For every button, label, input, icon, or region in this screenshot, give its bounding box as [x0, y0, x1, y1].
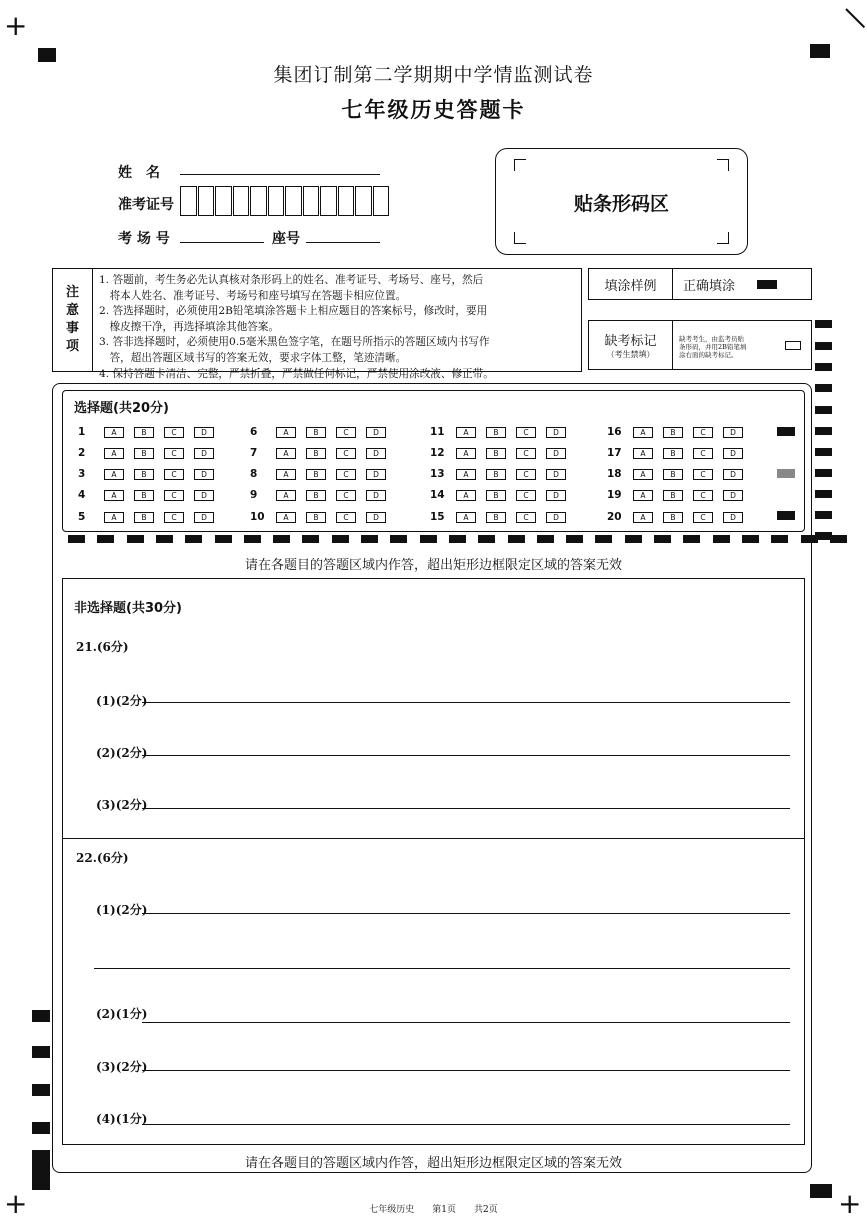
q21-part-1-label: (1)(2分): [96, 694, 148, 708]
choice-question: [250, 425, 396, 439]
timing-mark-left: [32, 1010, 50, 1022]
option-bubble[interactable]: B: [134, 512, 154, 523]
question-number: 18: [607, 468, 622, 480]
option-bubble[interactable]: A: [104, 448, 124, 459]
choice-question: [250, 446, 396, 460]
option-bubble[interactable]: C: [516, 490, 536, 501]
choice-question: [250, 488, 396, 502]
option-bubble[interactable]: A: [456, 512, 476, 523]
timing-mark: [815, 363, 832, 371]
registration-cross-top-left: +: [4, 9, 28, 42]
q22-part-1-label: (1)(2分): [96, 903, 148, 917]
choice-question: [607, 467, 753, 481]
option-bubble[interactable]: A: [456, 469, 476, 480]
timing-mark-left: [32, 1122, 50, 1134]
q22-part-2-label: (2)(1分): [96, 1007, 148, 1021]
option-bubble[interactable]: A: [633, 448, 653, 459]
option-bubble[interactable]: C: [336, 469, 356, 480]
option-bubble[interactable]: B: [486, 512, 506, 523]
absent-mark-checkbox[interactable]: [785, 341, 801, 350]
option-bubble[interactable]: B: [486, 427, 506, 438]
option-bubble[interactable]: A: [104, 490, 124, 501]
q21-part-2-answer-line[interactable]: [142, 755, 790, 756]
option-bubble[interactable]: D: [723, 448, 743, 459]
choice-question: [430, 425, 576, 439]
notice-item: 3. 答非选择题时，必须使用0.5毫米黑色签字笔，在题号所指示的答题区域内书写作: [99, 336, 490, 349]
option-bubble[interactable]: C: [164, 469, 184, 480]
option-bubble[interactable]: B: [134, 469, 154, 480]
option-bubble[interactable]: A: [276, 512, 296, 523]
option-bubble[interactable]: D: [546, 448, 566, 459]
absent-mark-box: [588, 320, 812, 370]
option-bubble[interactable]: C: [164, 427, 184, 438]
registration-cross-bottom-left: +: [4, 1187, 28, 1220]
exam-id-boxes[interactable]: [180, 186, 390, 216]
option-bubble[interactable]: D: [366, 448, 386, 459]
choice-question: [78, 488, 224, 502]
option-bubble[interactable]: B: [306, 512, 326, 523]
question-number: 16: [607, 426, 622, 438]
option-bubble[interactable]: D: [366, 427, 386, 438]
option-bubble[interactable]: D: [194, 448, 214, 459]
option-bubble[interactable]: B: [486, 490, 506, 501]
option-bubble[interactable]: C: [336, 448, 356, 459]
anchor-block-bottom-right: [810, 1184, 832, 1198]
choice-question: [250, 510, 396, 524]
notice-item: 4. 保持答题卡清洁、完整，严禁折叠，严禁做任何标记，严禁使用涂改液、修正带。: [99, 367, 494, 380]
option-bubble[interactable]: D: [194, 512, 214, 523]
option-bubble[interactable]: D: [194, 469, 214, 480]
choice-question: [430, 488, 576, 502]
option-bubble[interactable]: A: [104, 512, 124, 523]
absent-mark-sublabel: （考生禁填）: [606, 350, 655, 359]
notice-box: [52, 268, 582, 380]
notice-item: 2. 答选择题时，必须使用2B铅笔填涂答题卡上相应题目的答案标号，修改时，要用: [99, 305, 488, 318]
option-bubble[interactable]: B: [663, 469, 683, 480]
timing-mark: [815, 448, 832, 456]
choice-question: [78, 446, 224, 460]
option-bubble[interactable]: C: [336, 490, 356, 501]
q22-part-1-extra-line[interactable]: [94, 968, 790, 969]
timing-mark: [815, 342, 832, 350]
option-bubble[interactable]: D: [546, 490, 566, 501]
question-number: 12: [430, 447, 445, 459]
choice-question: [607, 488, 753, 502]
choice-question: [430, 467, 576, 481]
absent-mark-label: 缺考标记: [604, 334, 657, 349]
question-number: 14: [430, 489, 445, 501]
q22-part-1-answer-line[interactable]: [142, 913, 790, 914]
option-bubble[interactable]: B: [306, 469, 326, 480]
q22-part-3-label: (3)(2分): [96, 1060, 148, 1074]
option-bubble[interactable]: B: [663, 427, 683, 438]
timing-mark: [815, 384, 832, 392]
question-number: 7: [250, 447, 258, 459]
choice-question: [430, 510, 576, 524]
option-bubble[interactable]: A: [276, 427, 296, 438]
fill-sample-box: [588, 268, 812, 300]
question-number: 6: [250, 426, 258, 438]
question-number: 10: [250, 511, 265, 523]
question-number: 5: [78, 511, 86, 523]
option-bubble[interactable]: A: [276, 490, 296, 501]
timing-mark: [815, 490, 832, 498]
option-bubble[interactable]: C: [516, 469, 536, 480]
q21-part-2-label: (2)(2分): [96, 746, 148, 760]
option-bubble[interactable]: C: [164, 512, 184, 523]
option-bubble[interactable]: C: [516, 512, 536, 523]
q22-part-4-label: (4)(1分): [96, 1112, 148, 1126]
option-bubble[interactable]: D: [366, 490, 386, 501]
timing-mark: [815, 469, 832, 477]
option-bubble[interactable]: B: [663, 490, 683, 501]
choice-question: [607, 425, 753, 439]
option-bubble[interactable]: A: [456, 448, 476, 459]
question-number: 15: [430, 511, 445, 523]
question-number: 8: [250, 468, 258, 480]
option-bubble[interactable]: B: [306, 448, 326, 459]
option-bubble[interactable]: A: [633, 427, 653, 438]
absent-mark-instruction: 缺考考生，由监考员贴 条形码，并用2B铅笔填 涂右面的缺考标记。: [673, 321, 811, 369]
option-bubble[interactable]: B: [663, 512, 683, 523]
correct-fill-label: 正确填涂: [683, 278, 736, 294]
option-bubble[interactable]: B: [486, 448, 506, 459]
choice-question: [78, 510, 224, 524]
q22-part-3-answer-line[interactable]: [142, 1070, 790, 1071]
timing-mark-left: [32, 1046, 50, 1058]
option-bubble[interactable]: A: [276, 448, 296, 459]
q21-part-3-label: (3)(2分): [96, 798, 148, 812]
notice-item: 橡皮擦干净，再选择填涂其他答案。: [99, 320, 280, 333]
option-bubble[interactable]: D: [366, 469, 386, 480]
choice-question: [430, 446, 576, 460]
question-21-label: 21.(6分): [76, 640, 129, 654]
question-number: 1: [78, 426, 86, 438]
timing-mark-left: [32, 1084, 50, 1096]
name-field[interactable]: [180, 174, 380, 175]
answer-sheet-title: 七年级历史答题卡: [341, 97, 526, 122]
anchor-block-top-right: [810, 44, 830, 58]
option-bubble[interactable]: C: [693, 427, 713, 438]
option-bubble[interactable]: B: [134, 490, 154, 501]
nonchoice-section-title: 非选择题(共30分): [74, 601, 182, 616]
option-bubble[interactable]: A: [456, 490, 476, 501]
name-label: 姓 名: [118, 165, 160, 181]
warning-text-top: 请在各题目的答题区域内作答，超出矩形边框限定区域的答案无效: [244, 558, 622, 573]
question-number: 13: [430, 468, 445, 480]
exam-room-field[interactable]: [180, 242, 264, 243]
choice-question: [250, 467, 396, 481]
barcode-label: 贴条形码区: [573, 193, 669, 215]
question-22-label: 22.(6分): [76, 851, 129, 865]
option-bubble[interactable]: C: [693, 512, 713, 523]
notice-item: 1. 答题前，考生务必先认真核对条形码上的姓名、准考证号、考场号、座号，然后: [99, 274, 484, 286]
fill-sample-label: 填涂样例: [589, 269, 673, 299]
nonchoice-section: [62, 578, 805, 1145]
option-bubble[interactable]: D: [194, 427, 214, 438]
question-number: 3: [78, 468, 86, 480]
question-number: 17: [607, 447, 622, 459]
option-bubble[interactable]: B: [663, 448, 683, 459]
option-bubble[interactable]: A: [633, 512, 653, 523]
exam-room-label: 考 场 号: [118, 231, 170, 247]
option-bubble[interactable]: C: [693, 448, 713, 459]
choice-question: [607, 446, 753, 460]
choice-question: [78, 425, 224, 439]
option-bubble[interactable]: C: [516, 427, 536, 438]
timing-mark: [815, 320, 832, 328]
choice-section-title: 选择题(共20分): [74, 401, 169, 416]
page-footer: 七年级历史 第1页 共2页: [369, 1205, 498, 1215]
option-bubble[interactable]: A: [104, 469, 124, 480]
option-bubble[interactable]: C: [516, 448, 536, 459]
option-bubble[interactable]: C: [693, 469, 713, 480]
timing-mark: [815, 406, 832, 414]
question-divider: [62, 838, 805, 839]
option-bubble[interactable]: A: [276, 469, 296, 480]
timing-mark: [815, 427, 832, 435]
timing-mark: [815, 511, 832, 519]
option-bubble[interactable]: C: [336, 512, 356, 523]
option-bubble[interactable]: D: [194, 490, 214, 501]
seat-field[interactable]: [306, 242, 380, 243]
question-number: 11: [430, 426, 445, 438]
option-bubble[interactable]: D: [723, 490, 743, 501]
barcode-area: [495, 148, 748, 255]
correct-fill-mark: [757, 280, 777, 289]
option-bubble[interactable]: D: [723, 427, 743, 438]
warning-text-bottom: 请在各题目的答题区域内作答，超出矩形边框限定区域的答案无效: [244, 1156, 622, 1171]
question-number: 4: [78, 489, 86, 501]
timing-mark: [830, 535, 847, 543]
option-bubble[interactable]: D: [546, 512, 566, 523]
option-bubble[interactable]: B: [306, 490, 326, 501]
seat-label: 座号: [272, 231, 300, 247]
option-bubble[interactable]: C: [164, 490, 184, 501]
option-bubble[interactable]: D: [723, 512, 743, 523]
notice-item: 将本人姓名、准考证号、考场号和座号填写在答题卡相应位置。: [99, 289, 407, 302]
option-bubble[interactable]: B: [306, 427, 326, 438]
question-number: 20: [607, 511, 622, 523]
question-number: 2: [78, 447, 86, 459]
notice-item: 答，超出答题区域书写的答案无效，要求字体工整，笔迹清晰。: [99, 351, 407, 364]
option-bubble[interactable]: B: [134, 427, 154, 438]
option-bubble[interactable]: D: [366, 512, 386, 523]
option-bubble[interactable]: C: [336, 427, 356, 438]
option-bubble[interactable]: C: [164, 448, 184, 459]
option-bubble[interactable]: B: [486, 469, 506, 480]
option-bubble[interactable]: A: [633, 490, 653, 501]
question-number: 19: [607, 489, 622, 501]
notice-items: [99, 273, 577, 382]
option-bubble[interactable]: D: [546, 469, 566, 480]
option-bubble[interactable]: A: [104, 427, 124, 438]
question-number: 9: [250, 489, 258, 501]
exam-id-label: 准考证号: [118, 197, 174, 213]
q22-part-4-answer-line[interactable]: [142, 1124, 790, 1125]
choice-question: [607, 510, 753, 524]
option-bubble[interactable]: C: [693, 490, 713, 501]
option-bubble[interactable]: B: [134, 448, 154, 459]
notice-title: 注 意 事 项: [53, 269, 93, 371]
choice-question: [78, 467, 224, 481]
registration-cross-bottom-right: +: [838, 1187, 862, 1220]
option-bubble[interactable]: D: [723, 469, 743, 480]
exam-title: 集团订制第二学期期中学情监测试卷: [273, 64, 594, 86]
option-bubble[interactable]: A: [633, 469, 653, 480]
option-bubble[interactable]: D: [546, 427, 566, 438]
q22-part-2-answer-line[interactable]: [142, 1022, 790, 1023]
option-bubble[interactable]: A: [456, 427, 476, 438]
corner-slash-mark: [845, 8, 865, 28]
q21-part-3-answer-line[interactable]: [142, 808, 790, 809]
q21-part-1-answer-line[interactable]: [142, 702, 790, 703]
